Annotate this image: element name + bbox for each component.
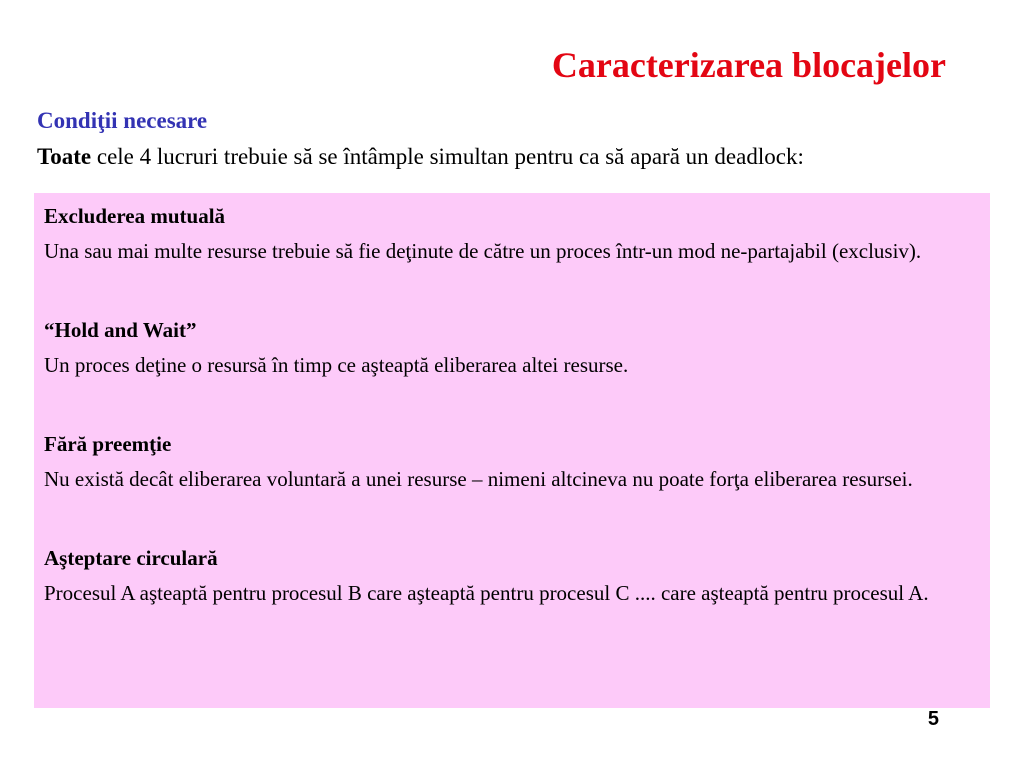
section-subtitle: Condiţii necesare xyxy=(37,108,208,133)
condition-title: Aşteptare circulară xyxy=(44,546,218,570)
condition-title: Fără preemţie xyxy=(44,432,172,456)
intro-text: cele 4 lucruri trebuie să se întâmple simultan pentru ca să apară un deadlock: xyxy=(91,144,804,169)
condition-no-preemption xyxy=(44,429,980,524)
condition-title: Excluderea mutuală xyxy=(44,204,226,228)
intro-bold-word: Toate xyxy=(37,144,92,169)
condition-description: Nu există decât eliberarea voluntară a unei resurse – nimeni altcineva nu poate forţa eliberarea resursei. xyxy=(44,467,913,491)
condition-title: “Hold and Wait” xyxy=(44,318,197,342)
conditions-box xyxy=(34,193,990,708)
condition-mutual-exclusion xyxy=(44,201,980,296)
intro-sentence xyxy=(37,144,804,170)
condition-description: Procesul A aşteaptă pentru procesul B care aşteaptă pentru procesul C .... care aşteaptă pentru procesul A. xyxy=(44,581,929,605)
condition-description: Un proces deţine o resursă în timp ce aşteaptă eliberarea altei resurse. xyxy=(44,353,629,377)
condition-circular-wait xyxy=(44,543,980,638)
slide-title: Caracterizarea blocajelor xyxy=(551,45,946,85)
condition-hold-and-wait xyxy=(44,315,980,410)
page-number: 5 xyxy=(927,708,939,730)
condition-description: Una sau mai multe resurse trebuie să fie deţinute de către un proces într-un mod ne-partajabil (exclusiv). xyxy=(44,239,922,263)
